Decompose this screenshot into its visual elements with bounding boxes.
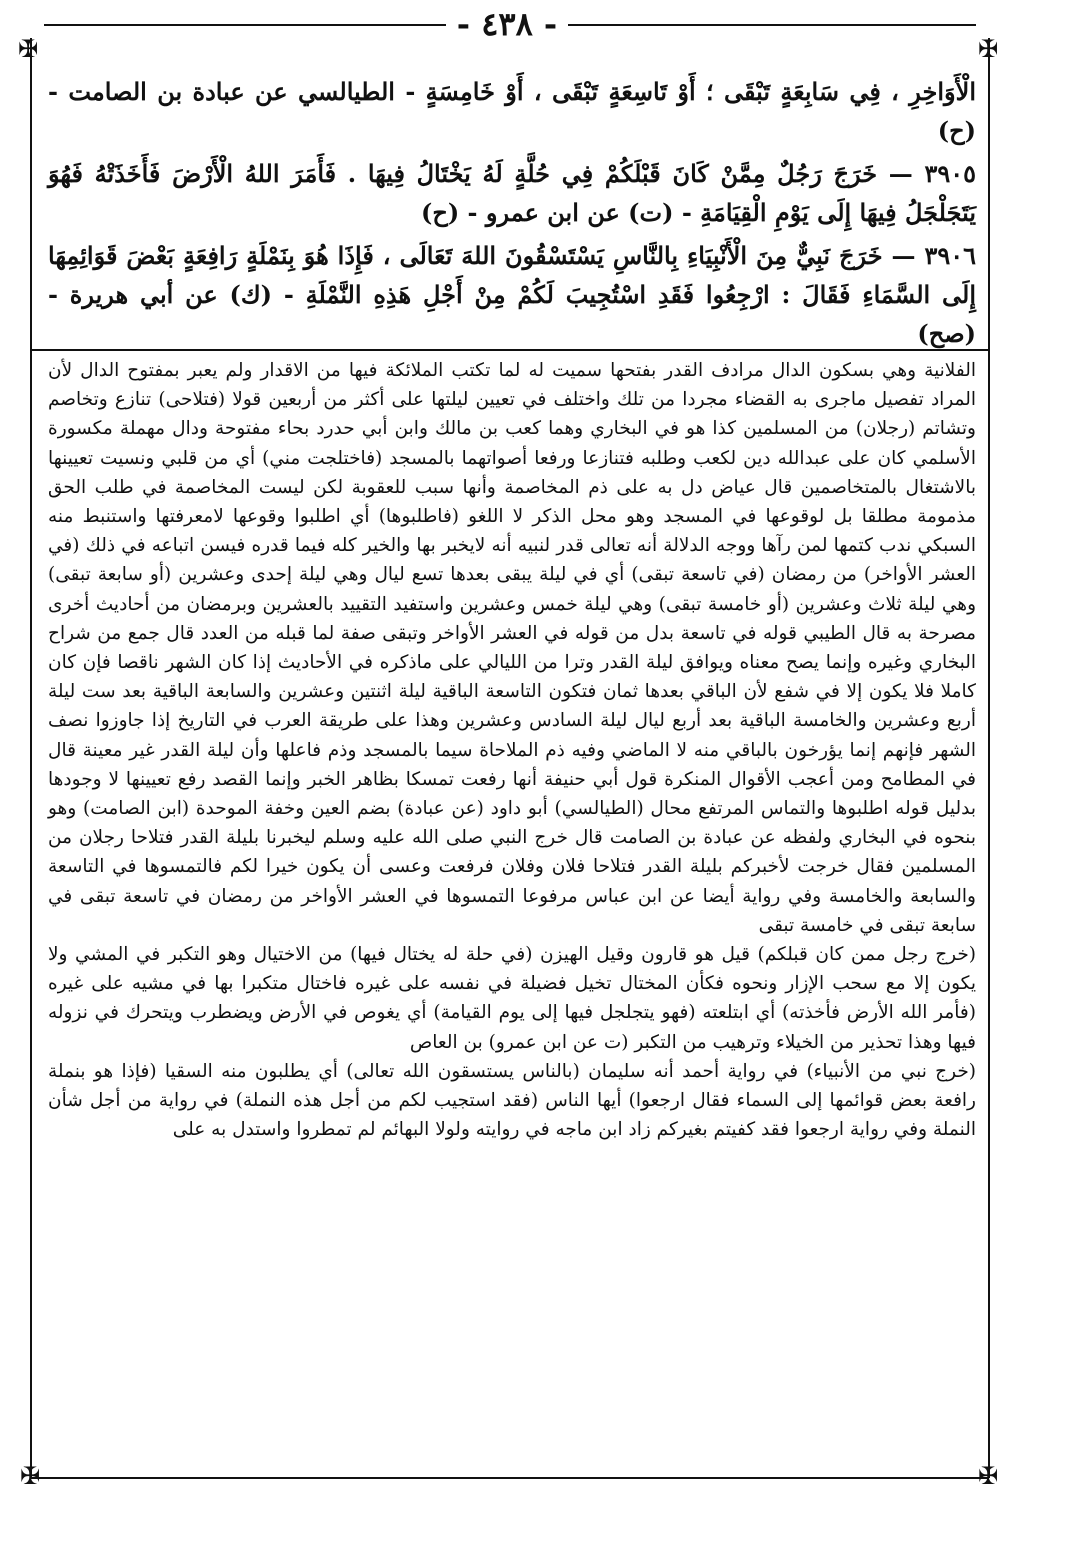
corner-ornament-icon: ✠ [19,1462,41,1490]
corner-ornament-icon: ✠ [977,1462,999,1490]
right-border [988,38,990,1478]
corner-ornament-icon: ✠ [17,35,39,63]
hadith-text-block [48,72,976,353]
hadith-continuation: الْأَوَاخِرِ ، فِي سَابِعَةٍ تَبْقَى ؛ أَوْ تَاسِعَةٍ تَبْقَى ، أَوْ خَامِسَةٍ - الطيالسي عن عبادة بن الصامت - (ح) [48,77,976,145]
section-divider [30,349,988,351]
hadith-3905: ٣٩٠٥ — خَرَجَ رَجُلٌ مِمَّنْ كَانَ قَبْلَكُمْ فِي حُلَّةٍ لَهُ يَخْتَالُ فِيهَا . فَأَمَرَ اللهُ الْأَرْضَ فَأَخَذَتْهُ فَهُوَ يَتَجَلْجَلُ فِيهَا إِلَى يَوْمِ الْقِيَامَةِ - (ت) عن ابن عمرو - (ح) [48,159,976,227]
top-border-left [44,24,446,26]
corner-ornament-icon: ✠ [977,35,999,63]
hadith-3906: ٣٩٠٦ — خَرَجَ نَبِيٌّ مِنَ الْأَنْبِيَاءِ بِالنَّاسِ يَسْتَسْقُونَ اللهَ تَعَالَى ، فَإِذَا هُوَ بِنَمْلَةٍ رَافِعَةٍ بَعْضَ قَوَائِمِهَا إِلَى السَّمَاءِ فَقَالَ : ارْجِعُوا فَقَدِ اسْتُجِيبَ لَكُمْ مِنْ أَجْلِ هَذِهِ النَّمْلَةِ - (ك) عن أبي هريرة - (صح) [48,241,976,348]
top-border-right [568,24,976,26]
bottom-border [30,1477,988,1479]
page-number: - ٤٣٨ - [456,5,558,43]
commentary-paragraph: (خرج نبي من الأنبياء) في رواية أحمد أنه سليمان (بالناس يستسقون الله تعالى) أي يطلبون منه السقيا (فإذا هو بنملة رافعة بعض قوائمها إلى السماء فقال ارجعوا) أيها الناس (فقد استجيب لكم من أجل هذه النملة) في رواية من أجل شأن النملة وفي رواية ارجعوا فقد كفيتم بغيركم زاد ابن ماجه في روايته ولولا البهائم لم تمطروا واستدل به على [48,1060,976,1141]
left-border [30,38,32,1478]
commentary-block [48,356,976,1144]
commentary-paragraph: الفلانية وهي بسكون الدال مرادف القدر بفتحها سميت له لما تكتب الملائكة فيها من الاقدار ولم يعبر بمفتوح الدال لأن المراد تفصيل ماجرى به القضاء مجردا من تلك واختلف في تعيين ليلتها على أكثر من أربعين قولا (فتلاحى) تنازع وتخاصم وتشاتم (رجلان) من المسلمين كذا هو في البخاري وهما كعب بن مالك وابن أبي حدرد بحاء مفتوحة ودال مهملة مكسورة الأسلمي كان على عبدالله دين لكعب وطلبه فتنازعا ورفعا أصواتهما بالمسجد (فاختلجت مني) أي من قلبي ونسيت تعيينها بالاشتغال بالمتخاصمين قال عياض دل به على ذم المخاصمة وأنها سبب للعقوبة لكن ليست المخاصمة في طلب الحق مذمومة مطلقا بل لوقوعها في المسجد وهو محل الذكر لا اللغو (فاطلبوها) أي اطلبوا وقوعها لامعرفتها واستنبط منه السبكي ندب كتمها لمن رآها ووجه الدلالة أنه تعالى قدر لنبيه أنه لايخبر بها والخير كله فيما قدره فيسن اتباعه في ذلك (في العشر الأواخر) من رمضان (في تاسعة تبقى) أي في ليلة يبقى بعدها تسع ليال وهي ليلة إحدى وعشرين (أو سابعة تبقى) وهي ليلة ثلاث وعشرين (أو خامسة تبقى) وهي ليلة خمس وعشرين واستفيد التقييد بالعشرين وبرمضان من أحاديث أخرى مصرحة به قال الطيبي قوله في تاسعة بدل من قوله في العشر الأواخر وتبقى صفة لما قبله من العدد قال جمع من شراح البخاري وغيره وإنما يصح معناه ويوافق ليلة القدر وترا من الليالي على ماذكره في الأحاديث إذا كان الشهر ناقصا فإن كان كاملا فلا يكون إلا في شفع لأن الباقي بعدها ثمان فتكون التاسعة الباقية ليلة اثنتين وعشرين والسابعة الباقية بعد ست ليلة أربع وعشرين والخامسة الباقية بعد أربع ليال ليلة السادس وعشرين وهذا على طريقة العرب في التاريخ إذا جاوزوا نصف الشهر فإنهم إنما يؤرخون بالباقي منه لا الماضي وفيه ذم الملاحاة سيما بالمسجد وذم فاعلها وأن ليلة القدر غير معينة قال في المطامح ومن أعجب الأقوال المنكرة قول أبي حنيفة أنها رفعت تمسكا بظاهر الخبر وإنما القصد رفع تعيينها لا وجودها بدليل قوله اطلبوها والتماس المرتفع محال (الطيالسي) أبو داود (عن عبادة) بضم العين وخفة الموحدة (ابن الصامت) وهو بنحوه في البخاري ولفظه عن عبادة بن الصامت قال خرج النبي صلى الله عليه وسلم ليخبرنا بليلة القدر فتلاحا رجلان من المسلمين فقال خرجت لأخبركم بليلة القدر فتلاحا فلان وفلان فرفعت وعسى أن يكون خيرا لكم فالتمسوها في التاسعة والسابعة والخامسة وفي رواية أيضا عن ابن عباس مرفوعا التمسوها في العشر الأواخر من رمضان في تاسعة تبقى في سابعة تبقى في خامسة تبقى [48,360,976,936]
commentary-paragraph: (خرج رجل ممن كان قبلكم) قيل هو قارون وقيل الهيزن (في حلة له يختال فيها) من الاختيال وهو التكبر في المشي ولا يكون إلا مع سحب الإزار ونحوه فكأن المختال تخيل فضيلة في نفسه على غيره فاختال متكبرا بها في مشيه على غيره (فأمر الله الأرض فأخذته) أي ابتلعته (فهو يتجلجل فيها إلى يوم القيامة) أي يغوص في الأرض ويضطرب ويتحرك في نزوله فيها وهذا تحذير من الخيلاء وترهيب من التكبر (ت عن ابن عمرو) بن العاص [48,944,976,1053]
